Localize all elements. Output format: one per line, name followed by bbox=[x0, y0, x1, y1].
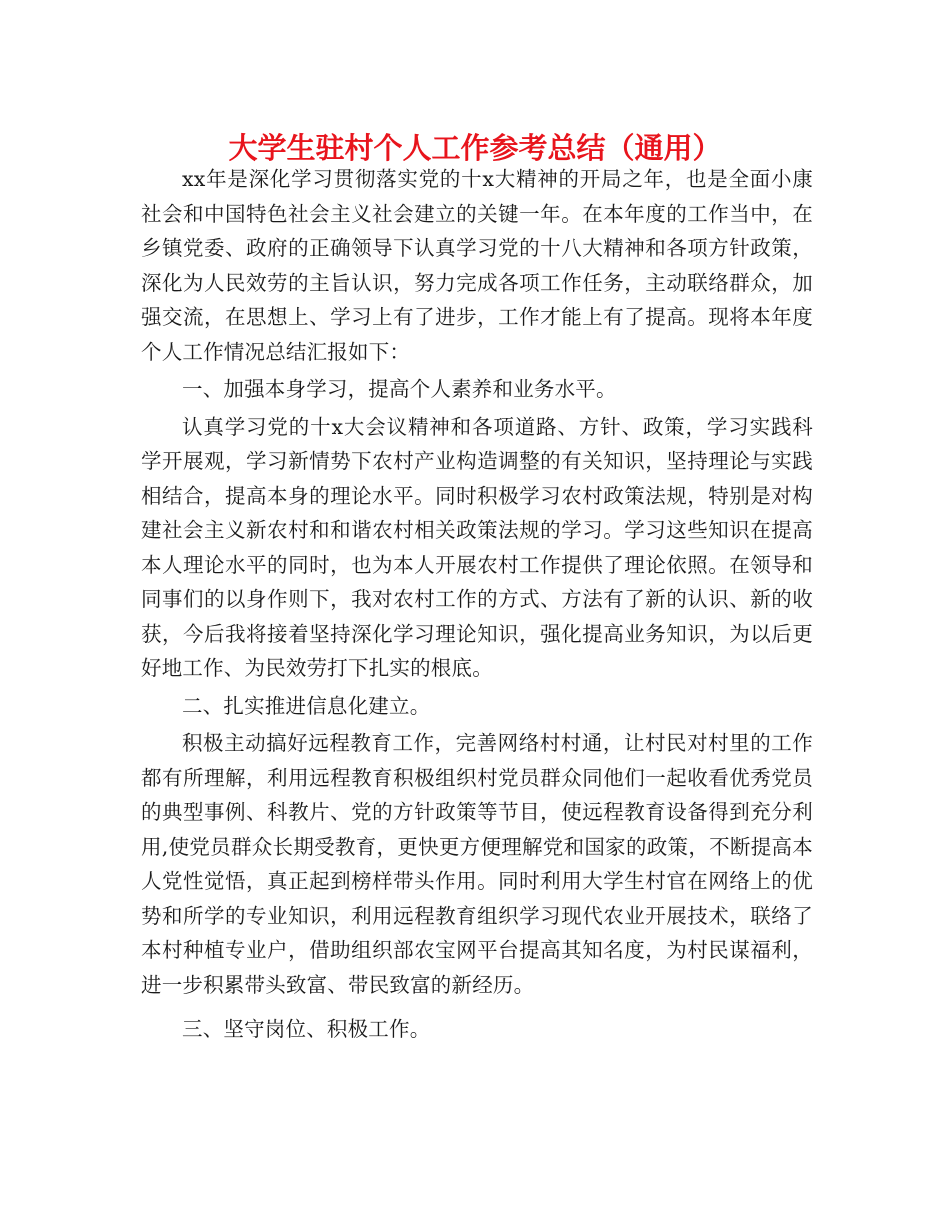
section-heading-3: 三、坚守岗位、积极工作。 bbox=[182, 1017, 431, 1041]
document-body bbox=[141, 162, 813, 1047]
paragraph-section-1: 认真学习党的十x大会议精神和各项道路、方针、政策，学习实践科学开展观，学习新情势下农村产业构造调整的有关知识，坚持理论与实践相结合，提高本身的理论水平。同时积极学习农村政策法规，特别是对构建社会主义新农村和和谐农村相关政策法规的学习。学习这些知识在提高本人理论水平的同时，也为本人开展农村工作提供了理论依照。在领导和同事们的以身作则下，我对农村工作的方式、方法有了新的认识、新的收获，今后我将接着坚持深化学习理论知识，强化提高业务知识，为以后更好地工作、为民效劳打下扎实的根底。 bbox=[141, 414, 813, 680]
paragraph-section-2: 积极主动搞好远程教育工作，完善网络村村通，让村民对村里的工作都有所理解，利用远程教育积极组织村党员群众同他们一起收看优秀党员的典型事例、科教片、党的方针政策等节目，使远程教育设备得到充分利用,使党员群众长期受教育，更快更方便理解党和国家的政策，不断提高本人党性觉悟，真正起到榜样带头作用。同时利用大学生村官在网络上的优势和所学的专业知识，利用远程教育组织学习现代农业开展技术，联络了本村种植专业户，借助组织部农宝网平台提高其知名度，为村民谋福利，进一步积累带头致富、带民致富的新经历。 bbox=[141, 731, 813, 997]
section-heading-2: 二、扎实推进信息化建立。 bbox=[182, 693, 431, 718]
document-title: 大学生驻村个人工作参考总结（通用） bbox=[228, 131, 722, 165]
section-heading-1: 一、加强本身学习，提高个人素养和业务水平。 bbox=[182, 377, 617, 401]
paragraph-intro: xx年是深化学习贯彻落实党的十x大精神的开局之年，也是全面小康社会和中国特色社会主义社会建立的关键一年。在本年度的工作当中，在乡镇党委、政府的正确领导下认真学习党的十八大精神和各项方针政策，深化为人民效劳的主旨认识，努力完成各项工作任务，主动联络群众，加强交流，在思想上、学习上有了进步，工作才能上有了提高。现将本年度个人工作情况总结汇报如下： bbox=[141, 167, 813, 364]
